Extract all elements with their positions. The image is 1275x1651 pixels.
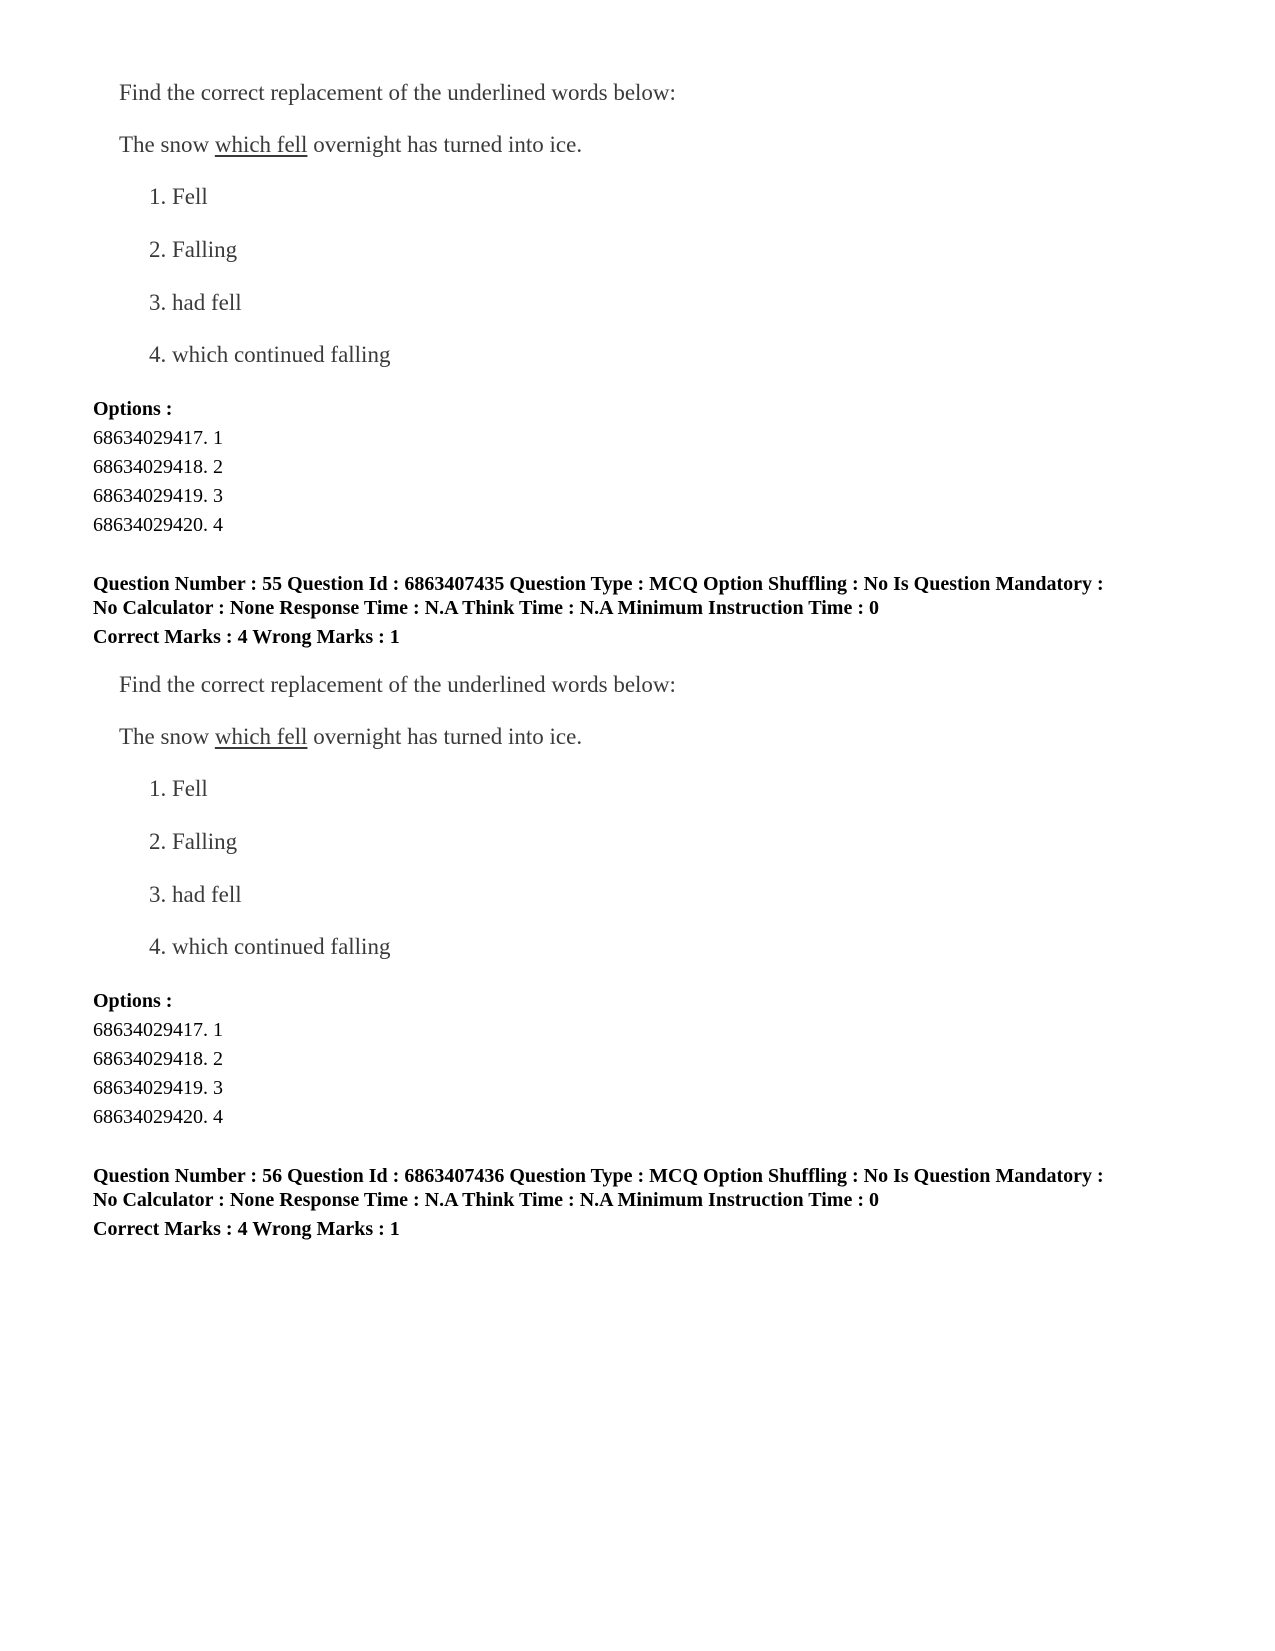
question-prompt: Find the correct replacement of the underlined words below:: [119, 672, 676, 697]
choice-3: 3. had fell: [149, 290, 242, 315]
option-item: 68634029418. 2: [93, 456, 223, 478]
question-marks: Correct Marks : 4 Wrong Marks : 1: [93, 1218, 400, 1240]
choice-3: 3. had fell: [149, 882, 242, 907]
choice-2: 2. Falling: [149, 237, 238, 262]
option-item: 68634029417. 1: [93, 1019, 223, 1041]
option-item: 68634029418. 2: [93, 1048, 223, 1070]
choice-1: 1. Fell: [149, 776, 208, 801]
options-list-2: [93, 987, 223, 1132]
question-meta-line-1: Question Number : 56 Question Id : 6863407436 Question Type : MCQ Option Shuffling : No Is Question Mandatory :: [93, 1165, 1104, 1187]
question-header-55: [93, 572, 1203, 649]
option-item: 68634029417. 1: [93, 427, 223, 449]
options-label: Options :: [93, 398, 173, 420]
question-prompt: Find the correct replacement of the underlined words below:: [119, 80, 676, 105]
question-meta-line-1: Question Number : 55 Question Id : 6863407435 Question Type : MCQ Option Shuffling : No Is Question Mandatory :: [93, 573, 1104, 595]
question-marks: Correct Marks : 4 Wrong Marks : 1: [93, 626, 400, 648]
option-item: 68634029419. 3: [93, 1077, 223, 1099]
choice-4: 4. which continued falling: [149, 934, 391, 959]
options-label: Options :: [93, 990, 173, 1012]
choice-2: 2. Falling: [149, 829, 238, 854]
choice-4: 4. which continued falling: [149, 342, 391, 367]
question-header-56: [93, 1164, 1203, 1241]
question-meta-line-2: No Calculator : None Response Time : N.A Think Time : N.A Minimum Instruction Time : 0: [93, 597, 879, 619]
options-list-1: [93, 395, 223, 540]
option-item: 68634029419. 3: [93, 485, 223, 507]
underlined-words: which fell: [214, 724, 308, 749]
choice-1: 1. Fell: [149, 184, 208, 209]
question-sentence: The snow which fell overnight has turned into ice.: [119, 724, 583, 749]
option-item: 68634029420. 4: [93, 1106, 223, 1128]
question-sentence: The snow which fell overnight has turned into ice.: [119, 132, 583, 157]
underlined-words: which fell: [214, 132, 308, 157]
question-meta-line-2: No Calculator : None Response Time : N.A Think Time : N.A Minimum Instruction Time : 0: [93, 1189, 879, 1211]
option-item: 68634029420. 4: [93, 514, 223, 536]
